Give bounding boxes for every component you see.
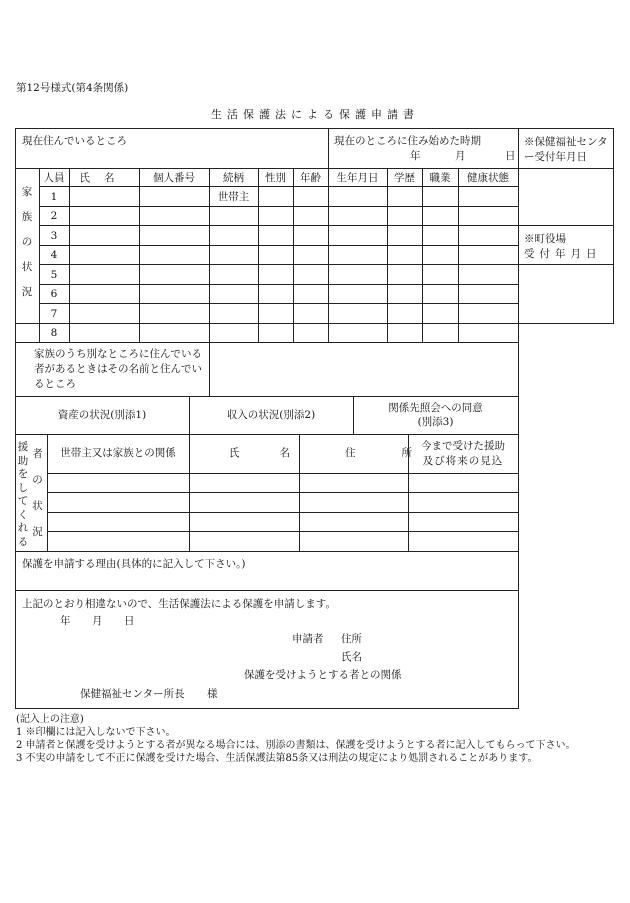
col-occupation: 職業	[429, 172, 451, 184]
col-name: 氏名	[79, 172, 129, 184]
row-number: 6	[50, 288, 58, 300]
notes-heading: (記入上の注意)	[16, 714, 84, 725]
row-number: 8	[50, 327, 58, 339]
applicant-address-label: 住所	[341, 633, 362, 645]
supporter-name-label: 氏名	[229, 447, 330, 459]
form-title: 生活保護法による保護申請書	[211, 108, 419, 121]
consent-label-2: (別添3)	[417, 416, 454, 428]
supporter-support-label: 今まで受けた援助	[421, 440, 505, 452]
col-health: 健康状態	[467, 172, 509, 184]
applicant-label: 申請者	[292, 633, 324, 645]
row-number: 4	[50, 249, 58, 261]
town-office-receipt-2: 受付年月日	[524, 248, 602, 260]
row-number: 7	[50, 308, 58, 320]
supporters-side-label-2: 者 の 状 況	[32, 448, 43, 538]
income-label: 収入の状況(別添2)	[226, 409, 316, 421]
addressee-honorific: 様	[207, 688, 218, 700]
applicant-name-label: 氏名	[341, 651, 362, 663]
col-birthdate: 生年月日	[336, 172, 379, 184]
row-number: 1	[50, 191, 58, 203]
supporters-side-label: 援 助 を し て く れ る	[17, 441, 29, 548]
col-members: 人員	[43, 172, 65, 184]
residence-month: 月	[455, 150, 466, 162]
residence-year: 年	[410, 150, 421, 162]
welfare-center-receipt: ※保健福祉センター受付年月日	[524, 136, 608, 163]
note-item: 1 ※印欄には記入しないで下さい。	[16, 727, 176, 738]
consent-label: 関係先照会への同意	[388, 402, 483, 414]
col-education: 学歴	[394, 172, 415, 184]
residence-day: 日	[505, 150, 516, 162]
row-number: 2	[50, 210, 58, 222]
assets-label: 資産の状況(別添1)	[57, 409, 147, 421]
applicant-relation-label: 保護を受けようとする者との関係	[244, 669, 402, 681]
col-sex: 性別	[265, 172, 286, 184]
col-personal-number: 個人番号	[153, 172, 195, 184]
row-number: 3	[50, 230, 58, 242]
note-item: 2 申請者と保護を受けようとする者が異なる場合には、別添の書類は、保護を受けようとする者に記入してもらって下さい。	[16, 740, 576, 751]
reason-label: 保護を申請する理由(具体的に記入して下さい。)	[22, 558, 246, 570]
declaration-month: 月	[92, 615, 103, 627]
separate-residence-label: 家族のうち別なところに住んでいる者があるときはその名前と住んでいるところ	[34, 348, 202, 390]
form-number: 第12号様式(第4条関係)	[16, 82, 129, 94]
addressee: 保健福祉センター所長	[80, 688, 185, 700]
current-address-label: 現在住んでいるところ	[22, 135, 127, 147]
col-relation: 続柄	[223, 172, 244, 184]
declaration-year: 年	[60, 615, 71, 627]
residence-start-label: 現在のところに住み始めた時期	[334, 135, 481, 147]
head-of-household: 世帯主	[217, 191, 250, 203]
supporter-address-label: 住所	[345, 447, 458, 459]
town-office-receipt: ※町役場	[524, 233, 566, 245]
col-age: 年齢	[300, 172, 321, 184]
row-number: 5	[50, 269, 58, 281]
supporter-relation-label: 世帯主又は家族との関係	[60, 447, 176, 459]
notes-section	[16, 713, 616, 765]
note-item: 3 不実の申請をして不正に保護を受けた場合、生活保護法第85条又は刑法の規定により処罰されることがあります。	[16, 753, 538, 764]
family-side-label: 家 族 の 状 況	[21, 186, 33, 298]
supporter-support-label-2: 及び将来の見込	[422, 455, 504, 467]
declaration-statement: 上記のとおり相違ないので、生活保護法による保護を申請します。	[22, 598, 336, 610]
declaration-day: 日	[124, 615, 135, 627]
